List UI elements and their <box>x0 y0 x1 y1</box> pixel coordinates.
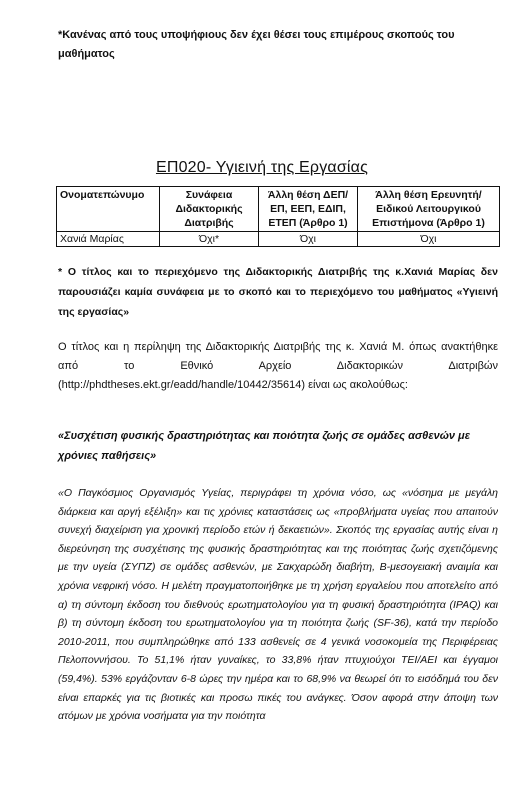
cell-other-position-dep: Όχι <box>259 232 358 247</box>
thesis-title: «Συσχέτιση φυσικής δραστηριότητας και ποιότητα ζωής σε ομάδες ασθενών με χρόνιες παθήσεις» <box>58 430 470 462</box>
header-name: Ονοματεπώνυμο <box>57 187 160 232</box>
course-title: ΕΠ020- Υγιεινή της Εργασίας <box>155 159 369 176</box>
header-other-position-researcher: Άλλη θέση Ερευνητή/ Ειδικού Λειτουργικού Επιστήμονα (Άρθρο 1) <box>358 187 500 232</box>
header-relevance: Συνάφεια Διδακτορικής Διατριβής <box>160 187 259 232</box>
candidate-table <box>56 186 500 247</box>
table-row <box>57 232 500 247</box>
table-footnote: * Ο τίτλος και το περιεχόμενο της Διδακτορικής Διατριβής της κ.Χανιά Μαρίας δεν παρουσιάζει καμία συνάφεια με το σκοπό και το περιεχόμενο του μαθήματος «Υγιεινή της εργασίας» <box>58 266 498 318</box>
table-header-row <box>57 187 500 232</box>
candidates-note: *Κανένας από τους υποψήφιους δεν έχει θέσει τους επιμέρους σκοπούς του μαθήματος <box>58 29 455 60</box>
cell-relevance: Όχι* <box>160 232 259 247</box>
thesis-abstract: «Ο Παγκόσμιος Οργανισμός Υγείας, περιγράφει τη χρόνια νόσο, ως «νόσημα με μεγάλη διάρκεια και αργή εξέλιξη» και τις χρόνιες καταστάσεις ως «προβλήματα υγείας που απαιτούν συνεχή διαχείριση για χρονική περίοδο ετών ή δεκαετιών». Σκοπός της εργασίας αυτής είναι η διερεύνηση της συσχέτισης της φυσικής δραστηριότητας και της ποιότητας ζωής σχετιζόμενης με την υγεία (ΣΥΠΖ) σε ομάδες ασθενών, με Σακχαρώδη διαβήτη, Β-μεσογειακή αναιμία και χρόνια νεφρική νόσο. Η μελέτη πραγματοποιήθηκε με τη χρήση εργαλείου που αποτελείτο από α) τη σύντομη έκδοση του διεθνούς ερωτηματολογίου για τη φυσική δραστηριότητα (IPAQ) και β) τη σύντομη έκδοση του ερωτηματολογίου για τη ποιότητα ζωής (SF-36), κατά την περίοδο 2010-2011, που συμπληρώθηκε από 133 ασθενείς σε 4 γενικά νοσοκομεία της Περιφέρειας Πελοποννήσου. Το 51,1% ήταν γυναίκες, το 33,8% ήταν πτυχιούχοι ΤΕΙ/ΑΕΙ και έγγαμοι (59,4%). 53% εργάζονταν 6-8 ώρες την ημέρα και το 68,9% να θεωρεί ότι το εισόδημά του δεν είναι επαρκές για τις βιοτικές και προσω πικές του ανάγκες. Όσον αφορά στην άποψη των ατόμων με χρόνια νοσήματα για την ποιότητα <box>58 487 498 723</box>
cell-other-position-researcher: Όχι <box>358 232 500 247</box>
cell-name: Χανιά Μαρίας <box>57 232 160 247</box>
header-other-position-dep: Άλλη θέση ΔΕΠ/ΕΠ, ΕΕΠ, ΕΔΙΠ, ΕΤΕΠ (Άρθρο 1) <box>259 187 358 232</box>
intro-paragraph: Ο τίτλος και η περίληψη της Διδακτορικής Διατριβής της κ. Χανιά Μ. όπως ανακτήθηκε από το Εθνικό Αρχείο Διδακτορικών Διατριβών (http://phdtheses.ekt.gr/eadd/handle/10442/35614) είναι ως ακολούθως: <box>58 341 498 391</box>
